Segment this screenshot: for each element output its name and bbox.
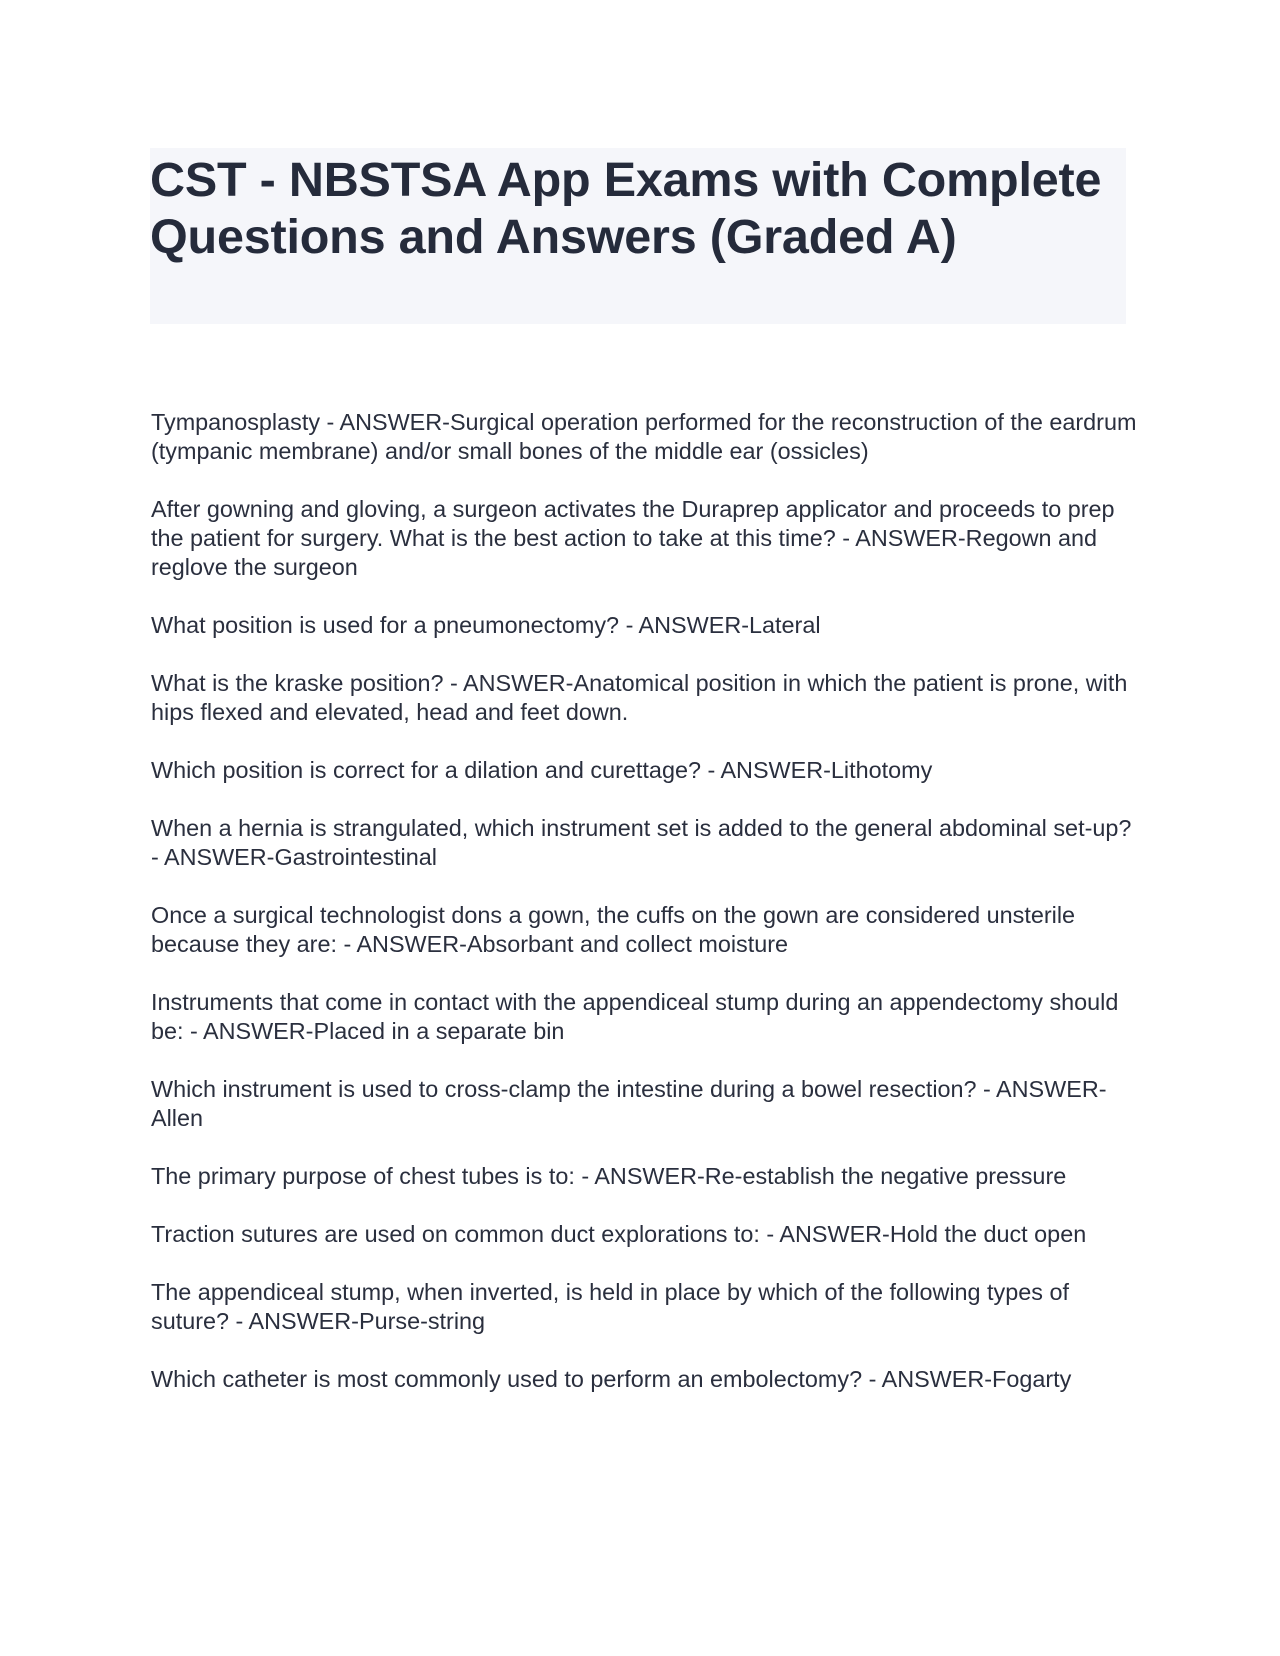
qa-item-8: Instruments that come in contact with the appendiceal stump during an appendectomy should be: - ANSWER-Placed in a separate bin bbox=[151, 989, 1119, 1044]
qa-item-3: What position is used for a pneumonectomy? - ANSWER-Lateral bbox=[151, 612, 821, 638]
qa-item-13: Which catheter is most commonly used to perform an embolectomy? - ANSWER-Fogarty bbox=[151, 1366, 1072, 1392]
qa-item-6: When a hernia is strangulated, which instrument set is added to the general abdominal set-up? - ANSWER-Gastrointestinal bbox=[151, 815, 1132, 870]
qa-list bbox=[151, 408, 1141, 1423]
document-title: CST - NBSTSA App Exams with Complete Questions and Answers (Graded A) bbox=[150, 153, 1102, 264]
qa-item-4: What is the kraske position? - ANSWER-Anatomical position in which the patient is prone, with hips flexed and elevated, head and feet down. bbox=[151, 670, 1128, 725]
qa-item-9: Which instrument is used to cross-clamp the intestine during a bowel resection? - ANSWER-Allen bbox=[151, 1076, 1107, 1131]
qa-item-10: The primary purpose of chest tubes is to: - ANSWER-Re-establish the negative pressure bbox=[151, 1163, 1067, 1189]
qa-item-12: The appendiceal stump, when inverted, is held in place by which of the following types of suture? - ANSWER-Purse-string bbox=[151, 1279, 1069, 1334]
qa-item-1: Tympanosplasty - ANSWER-Surgical operation performed for the reconstruction of the eardrum (tympanic membrane) and/or small bones of the middle ear (ossicles) bbox=[151, 409, 1137, 464]
qa-item-5: Which position is correct for a dilation and curettage? - ANSWER-Lithotomy bbox=[151, 757, 933, 783]
qa-item-11: Traction sutures are used on common duct explorations to: - ANSWER-Hold the duct open bbox=[151, 1221, 1087, 1247]
qa-item-7: Once a surgical technologist dons a gown, the cuffs on the gown are considered unsterile because they are: - ANSWER-Absorbant and collect moisture bbox=[151, 902, 1076, 957]
title-block bbox=[150, 148, 1126, 324]
qa-item-2: After gowning and gloving, a surgeon activates the Duraprep applicator and proceeds to prep the patient for surgery. What is the best action to take at this time? - ANSWER-Regown and reglove the surgeon bbox=[151, 496, 1115, 580]
